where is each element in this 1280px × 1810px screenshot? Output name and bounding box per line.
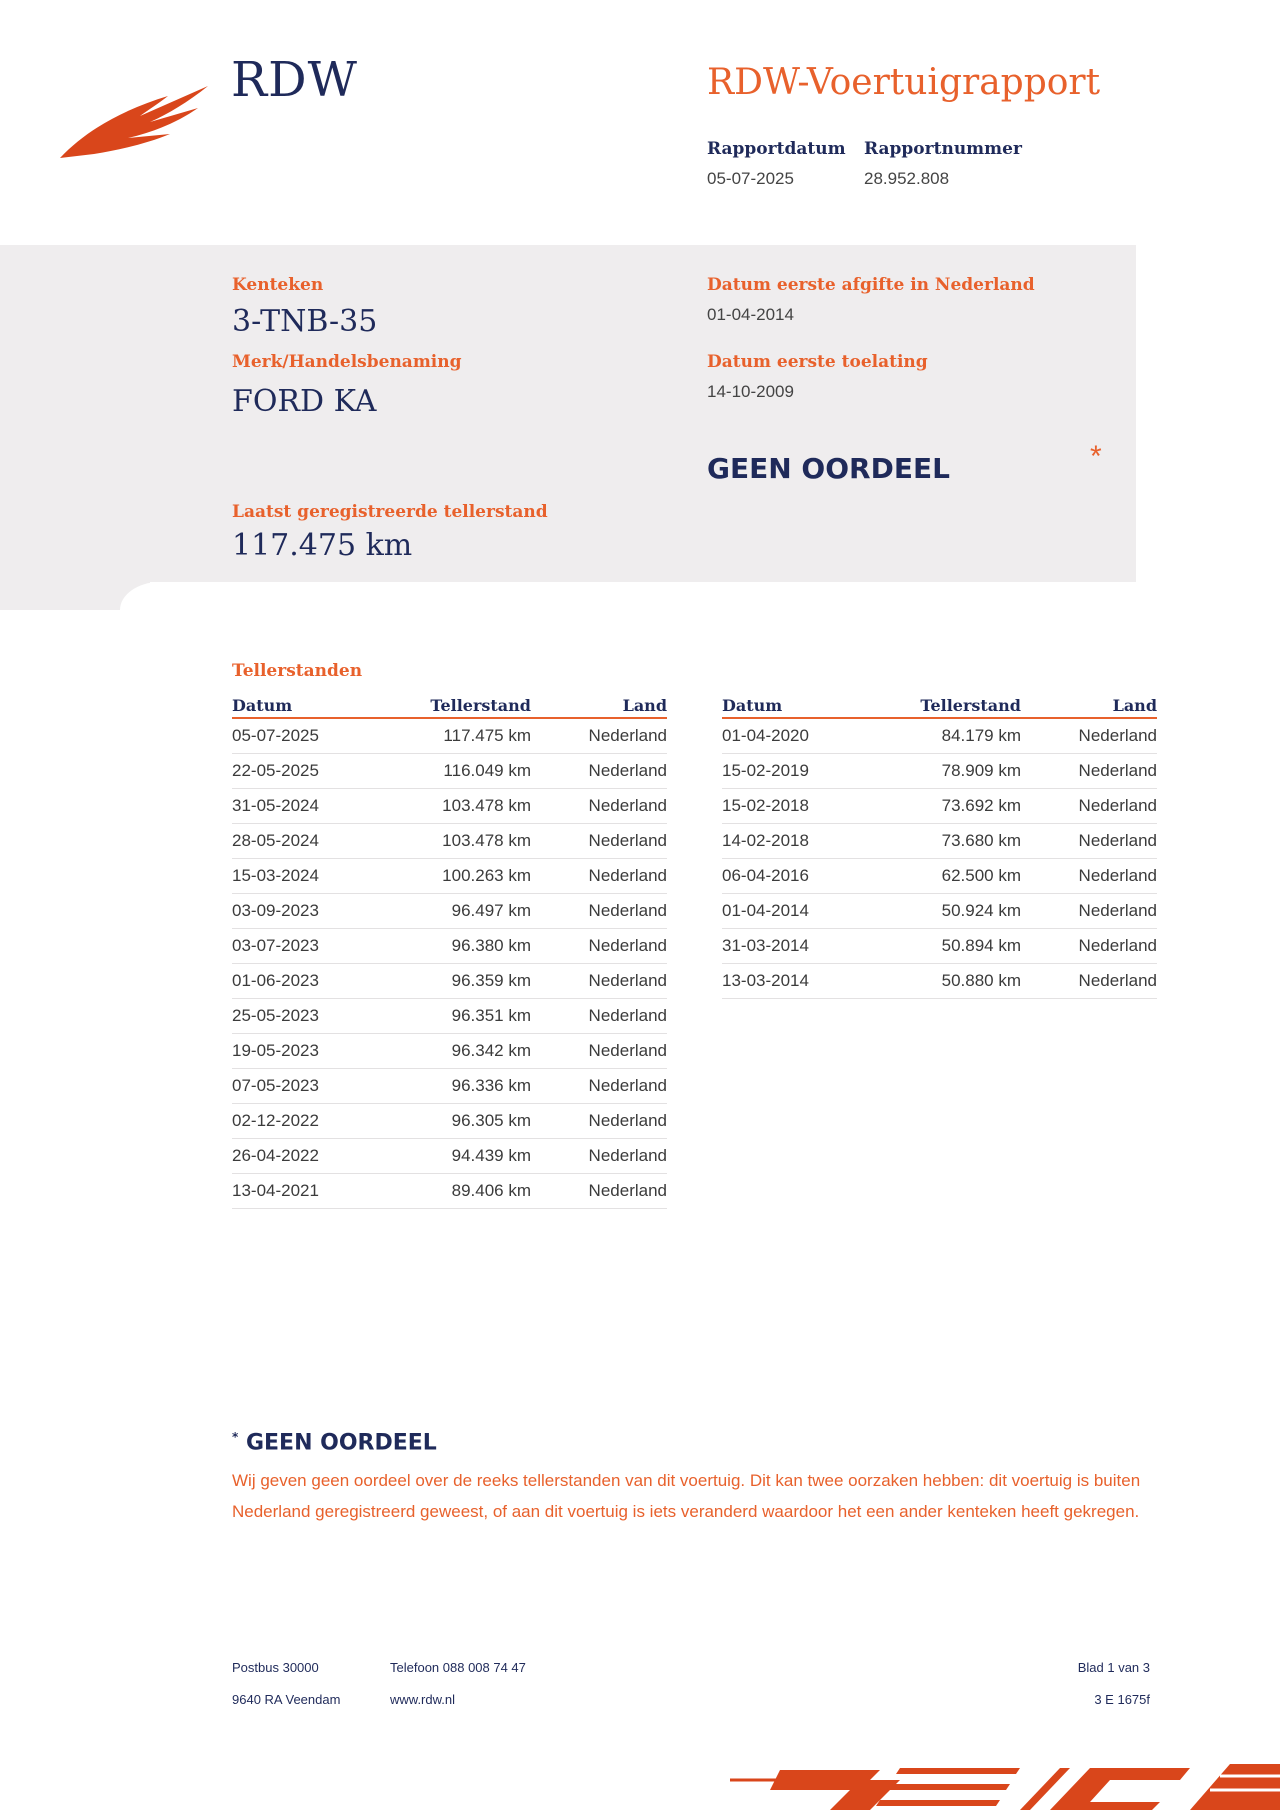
row-date: 01-06-2023 <box>232 964 367 999</box>
row-country: Nederland <box>531 1174 667 1209</box>
table-row <box>722 789 1157 824</box>
row-date: 07-05-2023 <box>232 1069 367 1104</box>
row-reading: 84.179 km <box>857 718 1021 754</box>
row-date: 15-02-2019 <box>722 754 857 789</box>
plate-value: 3-TNB-35 <box>232 304 378 339</box>
row-date: 03-09-2023 <box>232 894 367 929</box>
first-nl-label: Datum eerste afgifte in Nederland <box>707 275 1035 295</box>
col-reading-header: Tellerstand <box>367 687 531 718</box>
table-row <box>232 1069 667 1104</box>
col-country-header: Land <box>531 687 667 718</box>
row-reading: 96.359 km <box>367 964 531 999</box>
table-row <box>232 964 667 999</box>
row-date: 14-02-2018 <box>722 824 857 859</box>
row-country: Nederland <box>531 824 667 859</box>
row-reading: 73.680 km <box>857 824 1021 859</box>
row-country: Nederland <box>531 894 667 929</box>
table-header-row <box>232 687 667 718</box>
report-date-label: Rapportdatum <box>707 139 846 159</box>
row-reading: 117.475 km <box>367 718 531 754</box>
row-reading: 50.880 km <box>857 964 1021 999</box>
row-reading: 89.406 km <box>367 1174 531 1209</box>
row-country: Nederland <box>531 964 667 999</box>
table-row <box>232 894 667 929</box>
make-value: FORD KA <box>232 384 377 419</box>
rdw-logo-icon <box>58 78 218 168</box>
table-row <box>232 859 667 894</box>
decorative-stripes-icon <box>720 1750 1280 1810</box>
row-date: 28-05-2024 <box>232 824 367 859</box>
footer-website[interactable]: www.rdw.nl <box>390 1692 456 1707</box>
row-reading: 103.478 km <box>367 789 531 824</box>
row-reading: 96.336 km <box>367 1069 531 1104</box>
row-reading: 96.380 km <box>367 929 531 964</box>
footnote-marker: * <box>232 1430 239 1444</box>
odometer-table-right <box>722 687 1157 999</box>
row-country: Nederland <box>531 929 667 964</box>
verdict-star: * <box>1090 440 1102 473</box>
table-row <box>722 894 1157 929</box>
row-country: Nederland <box>531 1069 667 1104</box>
row-country: Nederland <box>1021 964 1157 999</box>
row-date: 05-07-2025 <box>232 718 367 754</box>
row-country: Nederland <box>531 859 667 894</box>
footer-city: 9640 RA Veendam <box>232 1692 341 1707</box>
row-date: 01-04-2014 <box>722 894 857 929</box>
logo-text: RDW <box>231 52 358 108</box>
row-date: 01-04-2020 <box>722 718 857 754</box>
table-row <box>722 859 1157 894</box>
footnote-text: Wij geven geen oordeel over de reeks tellerstanden van dit voertuig. Dit kan twee oorzaken hebben: dit voertuig is buiten Nederland geregistreerd geweest, of aan dit voertuig is iets veranderd waardoor het een ander kenteken heeft gekregen. <box>232 1471 1141 1521</box>
footer-doc-code: 3 E 1675f <box>1094 1692 1150 1707</box>
row-country: Nederland <box>531 1034 667 1069</box>
table-row <box>232 1174 667 1209</box>
row-date: 25-05-2023 <box>232 999 367 1034</box>
table-row <box>722 964 1157 999</box>
row-country: Nederland <box>1021 789 1157 824</box>
col-date-header: Datum <box>232 687 367 718</box>
row-date: 02-12-2022 <box>232 1104 367 1139</box>
row-country: Nederland <box>1021 718 1157 754</box>
footer-postbus: Postbus 30000 <box>232 1660 319 1675</box>
footer-phone: Telefoon 088 008 74 47 <box>390 1660 526 1675</box>
row-reading: 96.305 km <box>367 1104 531 1139</box>
table-row <box>232 929 667 964</box>
row-date: 15-03-2024 <box>232 859 367 894</box>
table-row <box>232 999 667 1034</box>
odometer-section-title: Tellerstanden <box>232 661 363 681</box>
row-reading: 96.497 km <box>367 894 531 929</box>
table-row <box>232 1034 667 1069</box>
footnote-title-text: GEEN OORDEEL <box>245 1430 437 1456</box>
row-country: Nederland <box>531 1104 667 1139</box>
row-country: Nederland <box>1021 929 1157 964</box>
vehicle-summary-panel <box>0 245 1136 582</box>
row-reading: 73.692 km <box>857 789 1021 824</box>
row-reading: 96.351 km <box>367 999 531 1034</box>
table-row <box>232 824 667 859</box>
row-country: Nederland <box>1021 894 1157 929</box>
row-reading: 50.924 km <box>857 894 1021 929</box>
row-date: 22-05-2025 <box>232 754 367 789</box>
last-odo-label: Laatst geregistreerde tellerstand <box>232 502 548 522</box>
col-date-header: Datum <box>722 687 857 718</box>
report-title: RDW-Voertuigrapport <box>707 62 1101 103</box>
row-reading: 78.909 km <box>857 754 1021 789</box>
row-country: Nederland <box>1021 859 1157 894</box>
plate-label: Kenteken <box>232 275 324 295</box>
first-admission-value: 14-10-2009 <box>707 382 794 401</box>
row-country: Nederland <box>531 754 667 789</box>
row-country: Nederland <box>531 718 667 754</box>
row-country: Nederland <box>1021 754 1157 789</box>
verdict: GEEN OORDEEL <box>707 452 950 485</box>
row-date: 31-03-2014 <box>722 929 857 964</box>
table-row <box>232 1104 667 1139</box>
row-date: 13-04-2021 <box>232 1174 367 1209</box>
table-row <box>232 1139 667 1174</box>
table-header-row <box>722 687 1157 718</box>
row-reading: 94.439 km <box>367 1139 531 1174</box>
footnote-title <box>232 1430 437 1455</box>
row-reading: 96.342 km <box>367 1034 531 1069</box>
row-country: Nederland <box>531 999 667 1034</box>
table-row <box>722 929 1157 964</box>
row-date: 19-05-2023 <box>232 1034 367 1069</box>
report-number-label: Rapportnummer <box>864 139 1022 159</box>
make-label: Merk/Handelsbenaming <box>232 352 462 372</box>
row-reading: 100.263 km <box>367 859 531 894</box>
report-number: 28.952.808 <box>864 169 950 188</box>
first-admission-label: Datum eerste toelating <box>707 352 928 372</box>
table-row <box>722 824 1157 859</box>
last-odo-value: 117.475 km <box>232 528 413 563</box>
row-reading: 50.894 km <box>857 929 1021 964</box>
row-date: 13-03-2014 <box>722 964 857 999</box>
report-date: 05-07-2025 <box>707 169 794 188</box>
row-date: 06-04-2016 <box>722 859 857 894</box>
table-row <box>232 789 667 824</box>
table-row <box>722 718 1157 754</box>
row-country: Nederland <box>1021 824 1157 859</box>
row-date: 31-05-2024 <box>232 789 367 824</box>
footer-page-number: Blad 1 van 3 <box>1077 1660 1150 1675</box>
odometer-table-left <box>232 687 667 1209</box>
col-reading-header: Tellerstand <box>857 687 1021 718</box>
row-date: 15-02-2018 <box>722 789 857 824</box>
row-reading: 116.049 km <box>367 754 531 789</box>
row-date: 03-07-2023 <box>232 929 367 964</box>
row-country: Nederland <box>531 789 667 824</box>
row-date: 26-04-2022 <box>232 1139 367 1174</box>
row-reading: 62.500 km <box>857 859 1021 894</box>
table-row <box>232 754 667 789</box>
row-reading: 103.478 km <box>367 824 531 859</box>
row-country: Nederland <box>531 1139 667 1174</box>
first-nl-value: 01-04-2014 <box>707 305 794 324</box>
table-row <box>722 754 1157 789</box>
col-country-header: Land <box>1021 687 1157 718</box>
table-row <box>232 718 667 754</box>
